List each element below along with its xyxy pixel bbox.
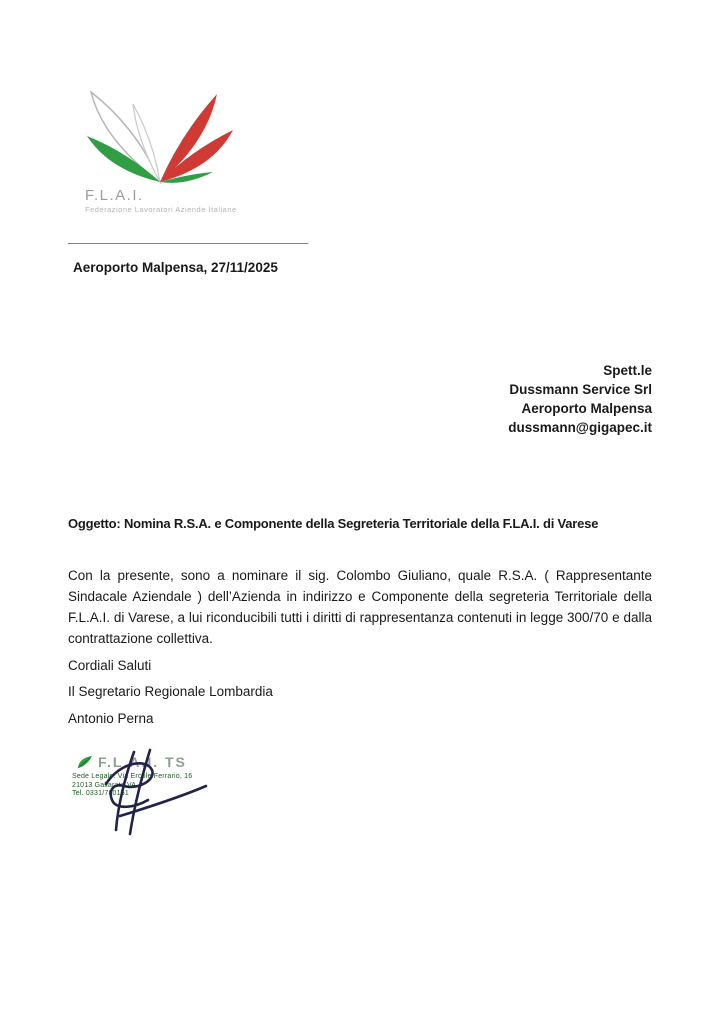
footer-block xyxy=(68,754,308,849)
footer-address xyxy=(72,773,308,799)
recipient-block xyxy=(68,361,652,437)
subject-line: Oggetto: Nomina R.S.A. e Componente della Segreteria Territoriale della F.LA.I. di Varese xyxy=(68,516,599,531)
dateline: Aeroporto Malpensa, 27/11/2025 xyxy=(73,260,278,275)
flai-logo xyxy=(85,90,245,214)
flai-logo-subtitle: Federazione Lavoratori Aziende Italiane xyxy=(85,205,237,214)
footer-brand-wordmark: F.L.A.I. TS xyxy=(98,754,187,770)
closing-salutation: Cordiali Saluti xyxy=(68,658,152,673)
separator-line: ________________________________ xyxy=(68,230,309,245)
signer-name: Antonio Perna xyxy=(68,711,154,726)
recipient-location: Aeroporto Malpensa xyxy=(521,401,652,416)
footer-leaf-icon xyxy=(76,754,94,770)
flai-flower-icon xyxy=(85,90,235,185)
footer-address-line2: 21013 Gallarate VA xyxy=(72,781,137,789)
footer-logo xyxy=(76,754,308,770)
recipient-salutation: Spett.le xyxy=(603,363,652,378)
body-paragraph: Con la presente, sono a nominare il sig. Colombo Giuliano, quale R.S.A. ( Rappresentante Sindacale Aziendale ) dell’Azienda in indirizzo e Componente della segreteria Territoriale della F.L.A.I. di Varese, a lui riconducibili tutti i diritti di rappresentanza contenuti in legge 300/70 e dalla contrattazione collettiva. xyxy=(68,568,652,646)
signer-title: Il Segretario Regionale Lombardia xyxy=(68,684,273,699)
flai-logo-wordmark: F.L.A.I. xyxy=(85,187,144,204)
recipient-company: Dussmann Service Srl xyxy=(509,382,652,397)
footer-address-line3: Tel. 0331/780151 xyxy=(72,790,129,797)
recipient-email: dussmann@gigapec.it xyxy=(508,420,652,435)
footer-address-line1: Sede Legale: Via Ercole Ferrario, 16 xyxy=(72,773,193,780)
